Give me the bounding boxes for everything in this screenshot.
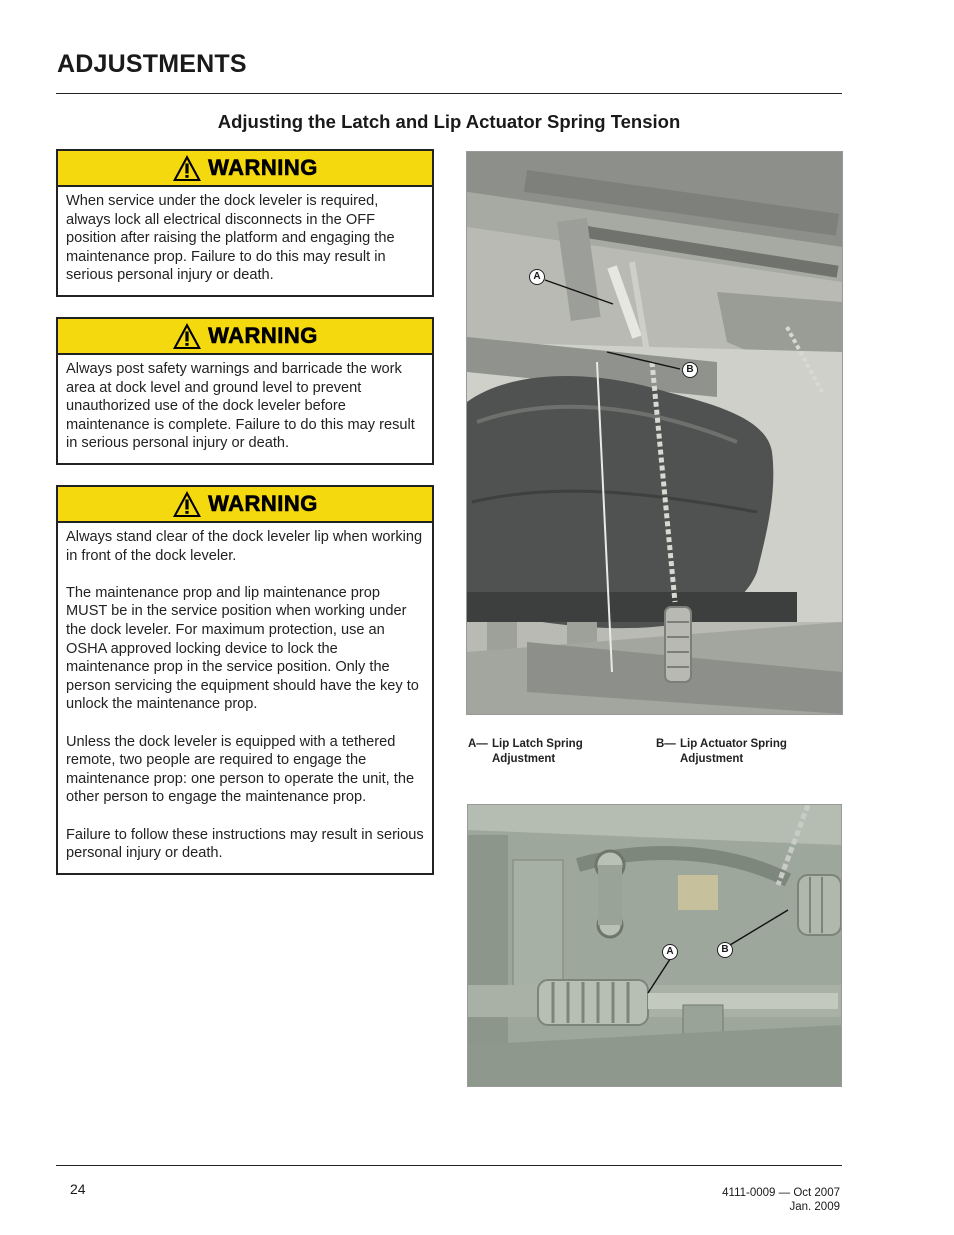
warning-paragraph: Unless the dock leveler is equipped with a tethered remote, two people are required to engage the maintenance prop: one person to operate the unit, the other person to engage the maintenance prop. <box>66 733 415 806</box>
warning-text <box>58 523 432 873</box>
section-title: ADJUSTMENTS <box>57 50 247 78</box>
page-number: 24 <box>70 1181 86 1197</box>
doc-number: 4111-0009 — Oct 2007 <box>722 1187 840 1199</box>
warning-triangle-icon <box>172 154 202 182</box>
warning-triangle-icon <box>172 490 202 518</box>
warning-text <box>58 187 432 295</box>
warning-label: WARNING <box>208 155 318 180</box>
warning-text <box>58 355 432 463</box>
footer-rule <box>56 1165 842 1166</box>
document-reference <box>722 1186 840 1214</box>
warning-header <box>58 319 432 355</box>
warning-box-2 <box>56 317 434 465</box>
callout-a: A <box>662 944 678 960</box>
caption-text: Adjustment <box>492 753 556 765</box>
warning-label: WARNING <box>208 323 318 348</box>
caption-key: B— <box>656 738 676 750</box>
page-subheading: Adjusting the Latch and Lip Actuator Spring Tension <box>217 111 681 132</box>
revision-date: Jan. 2009 <box>789 1201 840 1213</box>
callout-a: A <box>529 269 545 285</box>
warning-paragraph: When service under the dock leveler is required, always lock all electrical disconnects in the OFF position after raising the platform and engaging the maintenance prop. Failure to do this may result in serious personal injury or death. <box>66 193 395 284</box>
warning-paragraph: Failure to follow these instructions may result in serious personal injury or death. <box>66 826 424 862</box>
warning-header <box>58 151 432 187</box>
warning-paragraph: Always stand clear of the dock leveler lip when working in front of the dock leveler. <box>66 529 423 564</box>
header-rule <box>56 93 842 94</box>
caption-text: Lip Actuator Spring <box>680 738 787 750</box>
photo-illustration <box>468 805 841 1086</box>
warning-paragraph: The maintenance prop and lip maintenance prop MUST be in the service position when working under the dock leveler. For maximum protection, use an OSHA approved locking device to lock the maintenance prop in the service position. Only the person servicing the equipment should have the key to unlock the maintenance prop. <box>66 584 419 713</box>
callout-b: B <box>717 942 733 958</box>
warning-paragraph: Always post safety warnings and barricade the work area at dock level and ground level to prevent unauthorized use of the dock leveler before maintenance is complete. Failure to do this may result in serious personal injury or death. <box>66 361 415 452</box>
caption-text: Adjustment <box>680 753 744 765</box>
caption-text: Lip Latch Spring <box>492 738 583 750</box>
warning-header <box>58 487 432 523</box>
warning-triangle-icon <box>172 322 202 350</box>
caption-b <box>656 737 787 767</box>
warning-box-1 <box>56 149 434 297</box>
photo-spring-closeup <box>467 804 842 1087</box>
callout-b: B <box>682 362 698 378</box>
photo-dock-leveler-underside <box>466 151 843 715</box>
caption-a <box>468 737 583 767</box>
warning-box-3 <box>56 485 434 875</box>
warning-label: WARNING <box>208 491 318 516</box>
photo-illustration <box>467 152 842 714</box>
caption-key: A— <box>468 738 488 750</box>
